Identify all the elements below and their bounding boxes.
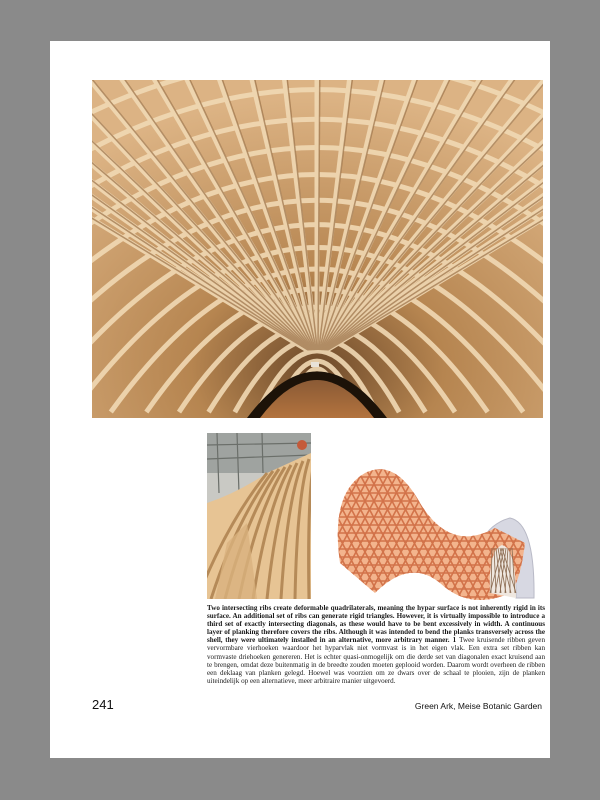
worker-figure [297,440,307,450]
caption-dutch: Twee kruisende ribben geven vervormbare vierhoeken waardoor het hyparvlak niet vormvast is in het eigen vlak. Een extra set ribben kan vormvaste driehoeken genereren. Het is echter quasi-onmogelijk om die derde set van diagonalen exact kruisend aan te brengen, omdat deze buitenmatig in de breedte zouden moeten geplooid worden. Daarom wordt overheen de ribben een deklaag van planken gelegd. Hoewel was voorzien om ze dwars over de schaal te plooien, zijn de planken uiteindelijk op een alternatieve, meer arbitraire manier uitgevoerd. [207,636,545,685]
construction-illustration [207,433,311,599]
running-title: Green Ark, Meise Botanic Garden [414,701,542,711]
caption-english: Two intersecting ribs create deformable quadrilaterals, meaning the hypar surface is not inherently rigid in its surface. An additional set of ribs can generate rigid triangles. However, it is virtually impossible to introduce a third set of exactly intersecting diagonals, as these would have to be bent excessively in width. A continuous layer of planking therefore covers the ribs. Although it was intended to bend the planks transversely across the shell, they were ultimately installed in an alternative, more arbitrary manner. [207,604,545,645]
hypar-model-render [320,433,544,603]
caption-figure-number: 1 [452,636,457,645]
figure-caption [207,604,545,685]
model-illustration [320,433,544,603]
exit-sign [311,362,319,367]
page-number: 241 [92,697,114,712]
book-page [50,41,550,758]
timber-vault-illustration [92,80,543,418]
construction-photo [207,433,311,599]
timber-vault-photo [92,80,543,418]
